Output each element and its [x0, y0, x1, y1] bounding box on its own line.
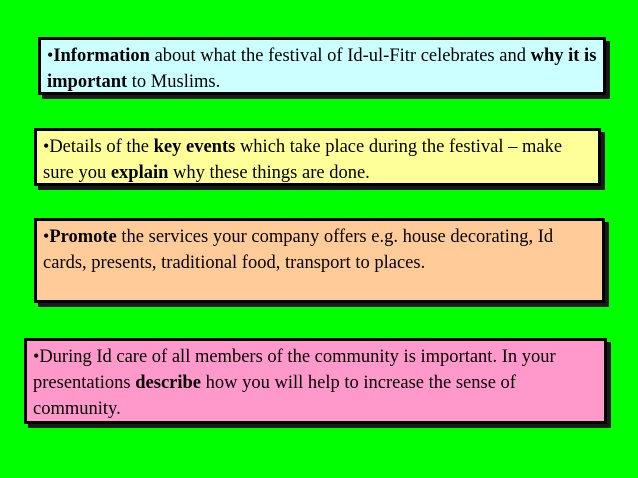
bullet: •: [33, 346, 40, 366]
promote-text: the services your company offers e.g. house decorating, Id cards, presents, traditional food, transport to places.: [43, 227, 554, 273]
details-text-1: Details of the: [49, 137, 154, 157]
details-explain: explain: [110, 163, 169, 183]
bullet: •: [43, 226, 50, 246]
details-text-3: why these things are done.: [168, 163, 370, 183]
details-key-events: key events: [153, 137, 236, 157]
info-heading: Information: [53, 46, 150, 66]
community-box: [24, 338, 607, 424]
bullet: •: [43, 136, 50, 156]
info-text-2: to Muslims.: [127, 72, 221, 92]
community-text-1: During Id care of all members of the community is important. In your presentations: [33, 347, 556, 393]
details-box: [34, 128, 601, 186]
community-text-2: how you will help to increase the sense of community.: [33, 373, 516, 419]
info-emphasis: why it is important: [47, 46, 597, 92]
details-text-2: which take place during the festival – make sure you: [43, 137, 563, 183]
info-box: [38, 37, 606, 95]
promote-box: [34, 218, 605, 303]
promote-heading: Promote: [49, 227, 117, 247]
bullet: •: [47, 45, 54, 65]
community-describe: describe: [135, 373, 202, 393]
info-text-1: about what the festival of Id-ul-Fitr celebrates and: [149, 46, 531, 66]
